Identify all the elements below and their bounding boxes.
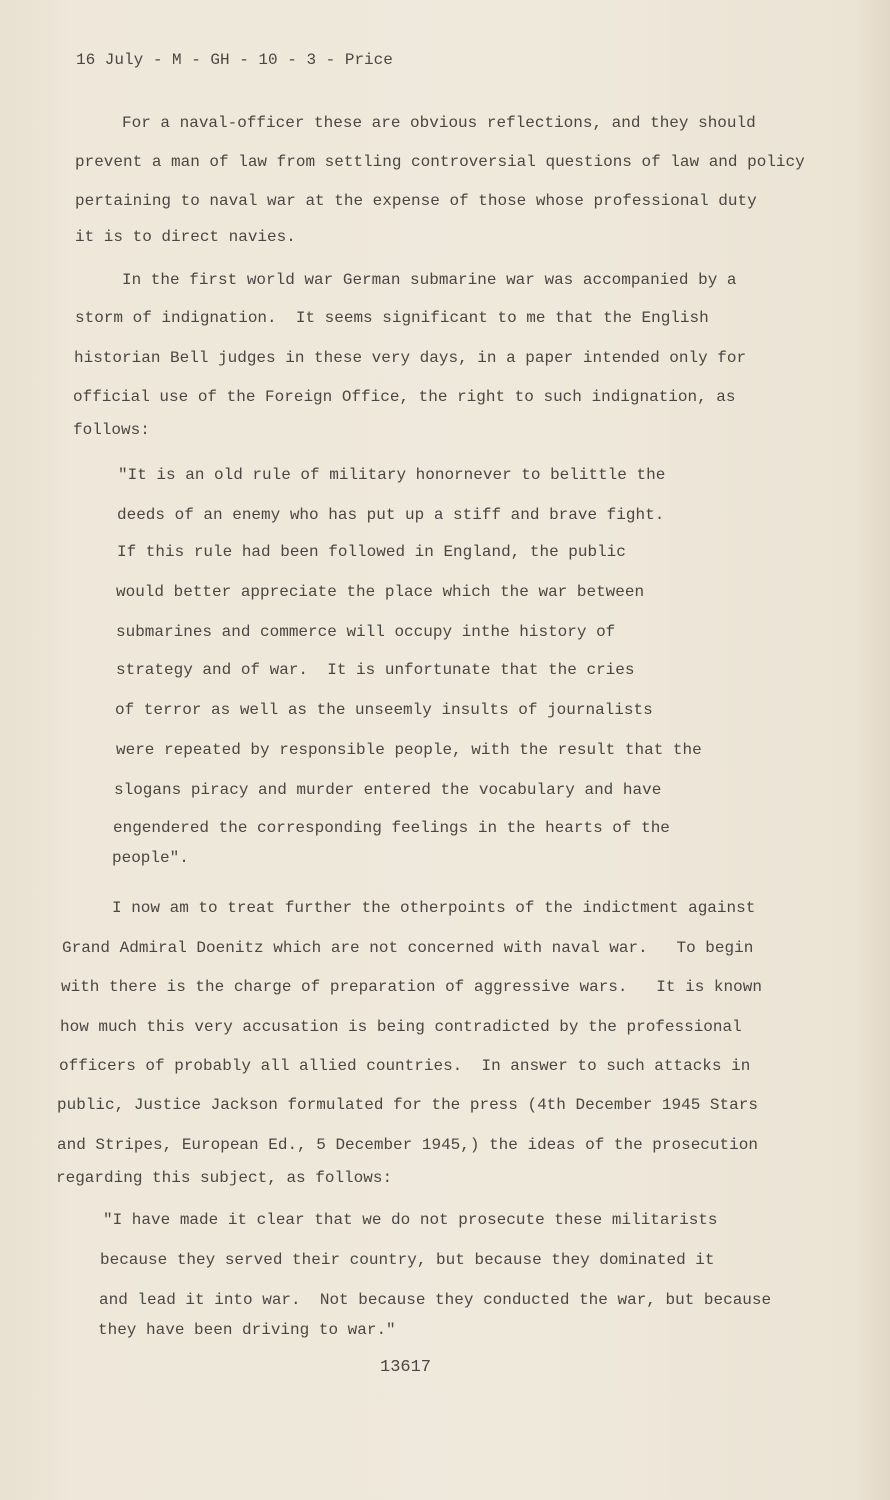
paragraph-line: prevent a man of law from settling controversial questions of law and policy [75, 153, 805, 171]
quote-line: were repeated by responsible people, with the result that the [116, 741, 702, 759]
quote-line: and lead it into war. Not because they conducted the war, but because [99, 1291, 772, 1309]
paragraph-line: storm of indignation. It seems significant to me that the English [75, 309, 709, 327]
quote-line: because they served their country, but because they dominated it [100, 1251, 715, 1269]
paragraph-line: I now am to treat further the otherpoints of the indictment against [112, 899, 756, 917]
quote-line: would better appreciate the place which the war between [116, 583, 645, 601]
quote-line: of terror as well as the unseemly insults of journalists [115, 701, 653, 719]
paragraph-line: with there is the charge of preparation of aggressive wars. It is known [61, 978, 762, 996]
paragraph-line: how much this very accusation is being contradicted by the professional [60, 1018, 742, 1036]
page-header: 16 July - M - GH - 10 - 3 - Price [76, 51, 393, 69]
paragraph-line: follows: [73, 421, 150, 439]
paragraph-line: In the first world war German submarine war was accompanied by a [122, 271, 737, 289]
page-number: 13617 [380, 1358, 432, 1377]
quote-line: submarines and commerce will occupy inthe history of [116, 623, 616, 641]
paragraph-line: Grand Admiral Doenitz which are not concerned with naval war. To begin [62, 939, 754, 957]
quote-line: people". [112, 849, 189, 867]
paragraph-line: it is to direct navies. [75, 228, 296, 246]
quote-line: strategy and of war. It is unfortunate that the cries [116, 661, 635, 679]
paragraph-line: official use of the Foreign Office, the right to such indignation, as [73, 388, 736, 406]
quote-line: "It is an old rule of military honornever to belittle the [118, 466, 666, 484]
quote-line: If this rule had been followed in England, the public [117, 543, 626, 561]
paragraph-line: public, Justice Jackson formulated for the press (4th December 1945 Stars [57, 1096, 758, 1114]
quote-line: they have been driving to war." [98, 1321, 396, 1339]
quote-line: deeds of an enemy who has put up a stiff and brave fight. [117, 506, 665, 524]
paragraph-line: historian Bell judges in these very days, in a paper intended only for [74, 349, 747, 367]
paragraph-line: regarding this subject, as follows: [56, 1169, 393, 1187]
paragraph-line: and Stripes, European Ed., 5 December 1945,) the ideas of the prosecution [57, 1136, 758, 1154]
paragraph-line: pertaining to naval war at the expense of those whose professional duty [75, 192, 757, 210]
quote-line: engendered the corresponding feelings in the hearts of the [113, 819, 670, 837]
quote-line: "I have made it clear that we do not prosecute these militarists [103, 1211, 718, 1229]
paragraph-line: For a naval-officer these are obvious reflections, and they should [122, 114, 756, 132]
quote-line: slogans piracy and murder entered the vocabulary and have [114, 781, 662, 799]
paragraph-line: officers of probably all allied countries. In answer to such attacks in [59, 1057, 751, 1075]
